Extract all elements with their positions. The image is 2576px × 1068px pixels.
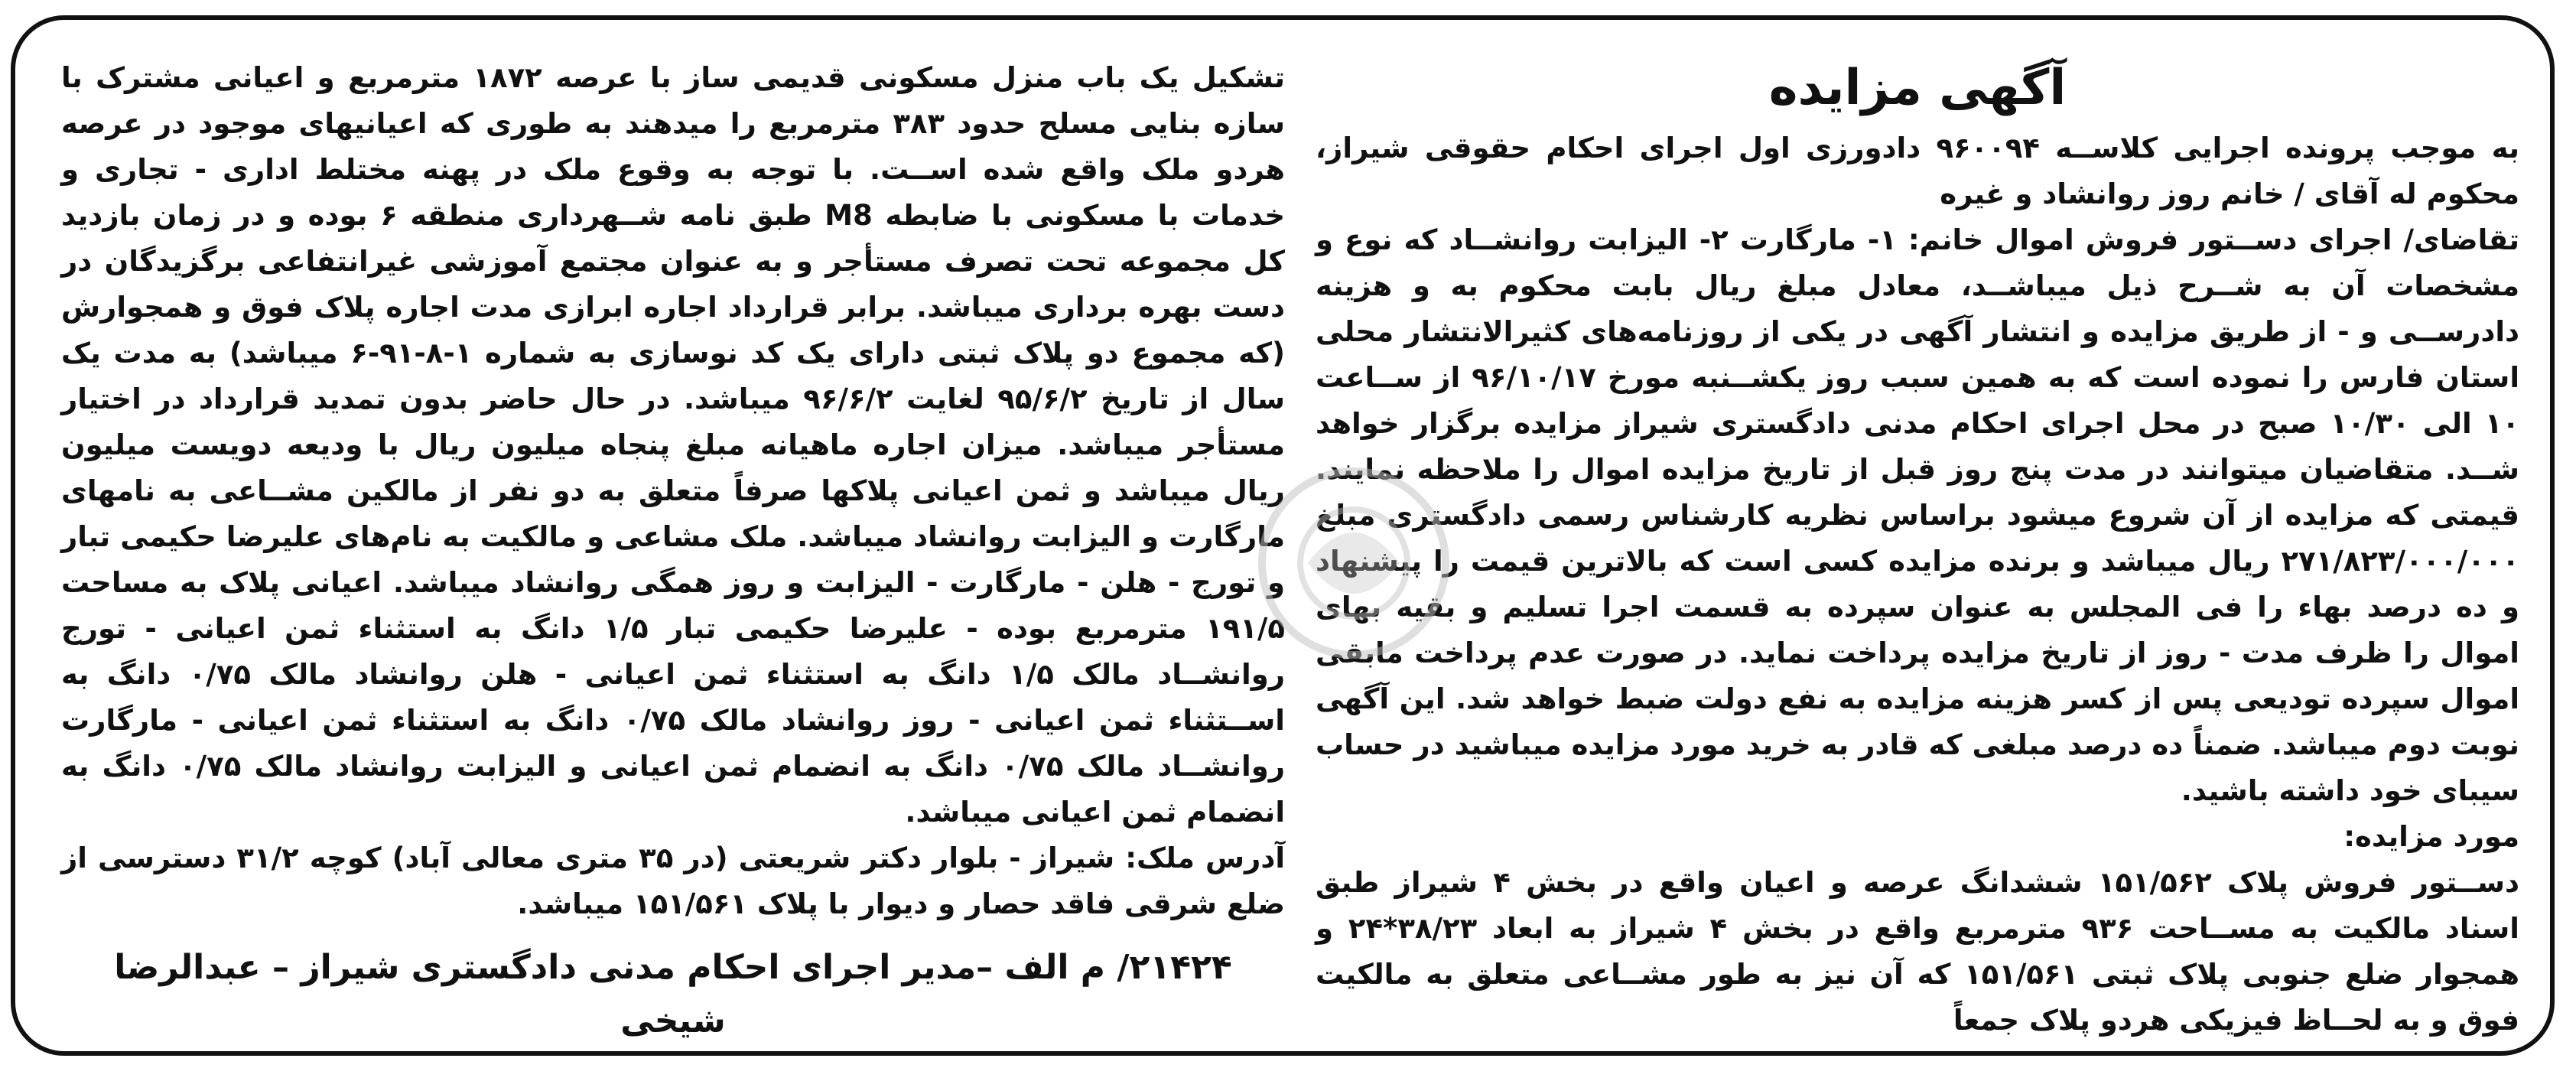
property-address: آدرس ملک: شیراز - بلوار دکتر شریعتی (در ۳۵ متری معالی آباد) کوچه ۳۱/۲ دسترسی از ضلع شرقی فاقد حصار و دیوار با پلاک ۱۵۱/۵۶۱ میباشد. [61, 842, 1286, 920]
right-column [1316, 55, 2519, 1044]
notice-body: تقاضای/ اجرای دســتور فروش اموال خانم: ۱- مارگارت ۲- الیزابت روانشــاد که نوع و مشخصات آن به شــرح ذیل میباشــد، معادل مبلغ ریال بابت محکوم به و هزینه دادرســی و - از طریق مزایده و انتشار آگهی در یکی از روزنامه‌های کثیرالانتشار محلی استان فارس را نموده است که به همین سبب روز یکشــنبه مورخ ۹۶/۱۰/۱۷ از ســاعت ۱۰ الی ۱۰/۳۰ صبح در محل اجرای احکام مدنی دادگستری شیراز مزایده برگزار خواهد شــد. متقاضیان میتوانند در مدت پنج روز قبل از تاریخ مزایده اموال را ملاحظه نمایند. قیمتی که مزایده از آن شروع میشود براساس نظریه کارشناس رسمی دادگستری مبلغ ۲۷۱/۸۲۳/۰۰۰/۰۰۰ ریال میباشد و برنده مزایده کسی است که بالاترین قیمت را پیشنهاد و ده درصد بهاء را فی المجلس به عنوان سپرده به قسمت اجرا تسلیم و بقیه بهای اموال را ظرف مدت - روز از تاریخ مزایده پرداخت نماید. در صورت عدم پرداخت مابقی اموال سپرده تودیعی پس از کسر هزینه مزایده به نفع دولت ضبط خواهد شد. این آگهی نوبت دوم میباشد. ضمناً ده درصد مبلغی که قادر به خرید مورد مزایده میباشید در حساب سیبای خود داشته باشید. [1316, 223, 2519, 807]
notice-title: آگهی مزایده [1768, 60, 2067, 116]
subject-heading: مورد مزایده: [2343, 820, 2519, 853]
left-column [61, 55, 1285, 1048]
subject-text: دســتور فروش پلاک ۱۵۱/۵۶۲ ششدانگ عرصه و اعیان واقع در بخش ۴ شیراز طبق اسناد مالکیت به مســاحت ۹۳۶ مترمربع واقع در بخش ۴ شیراز به ابعاد ۳۸/۲۳*۲۴ و همجوار ضلع جنوبی پلاک ثبتی ۱۵۱/۵۶۱ که آن نیز به طور مشــاعی متعلق به مالکیت فوق و به لحــاظ فیزیکی هردو پلاک جمعاً [1316, 866, 2519, 1037]
property-description: تشکیل یک باب منزل مسکونی قدیمی ساز با عرصه ۱۸۷۲ مترمربع و اعیانی مشترک با سازه بنایی مسلح حدود ۳۸۳ مترمربع را میدهند به طوری که اعیانیهای موجود در عرصه هردو ملک واقع شده اســت. با توجه به وقوع ملک در پهنه مختلط اداری - تجاری و خدمات با مسکونی با ضابطه M8 طبق نامه شــهرداری منطقه ۶ بوده و در زمان بازدید کل مجموعه تحت تصرف مستأجر و به عنوان مجتمع آموزشی غیرانتفاعی برگزیدگان در دست بهره برداری میباشد. برابر قرارداد اجاره ابرازی مدت اجاره پلاک فوق و همجوارش (که مجموع دو پلاک ثبتی دارای یک کد نوسازی به شماره ۱-۸-۹۱-۶ میباشد) به مدت یک سال از تاریخ ۹۵/۶/۲ لغایت ۹۶/۶/۲ میباشد. در حال حاضر بدون تمدید قرارداد در اختیار مستأجر میباشد. میزان اجاره ماهیانه مبلغ پنجاه میلیون ریال با ودیعه دویست میلیون ریال میباشد و ثمن اعیانی پلاکها صرفاً متعلق به دو نفر از مالکین مشــاعی به نامهای مارگارت و الیزابت روانشاد میباشد. ملک مشاعی و مالکیت به نام‌های علیرضا حکیمی تبار و تورج - هلن - مارگارت - الیزابت و روز همگی روانشاد میباشد. اعیانی پلاک به مساحت ۱۹۱/۵ مترمربع بوده - علیرضا حکیمی تبار ۱/۵ دانگ به استثناء ثمن اعیانی - تورج روانشــاد مالک ۱/۵ دانگ به استثناء ثمن اعیانی - هلن روانشاد مالک ۰/۷۵ دانگ به اســتثناء ثمن اعیانی - روز روانشاد مالک ۰/۷۵ دانگ به استثناء ثمن اعیانی - مارگارت روانشــاد مالک ۰/۷۵ دانگ به انضمام ثمن اعیانی و الیزابت روانشاد مالک ۰/۷۵ دانگ به انضمام ثمن اعیانی میباشد. [61, 61, 1286, 829]
notice-frame [11, 15, 2555, 1056]
notice-intro: به موجب پرونده اجرایی کلاســه ۹۶۰۰۹۴ دادورزی اول اجرای احکام حقوقی شیراز، محکوم له آقای / خانم روز روانشاد و غیره [1316, 132, 2520, 210]
signature-line: ۲۱۴۲۴/ م الف –مدیر اجرای احکام مدنی دادگستری شیراز – عبدالرضا شیخی [114, 948, 1232, 1040]
